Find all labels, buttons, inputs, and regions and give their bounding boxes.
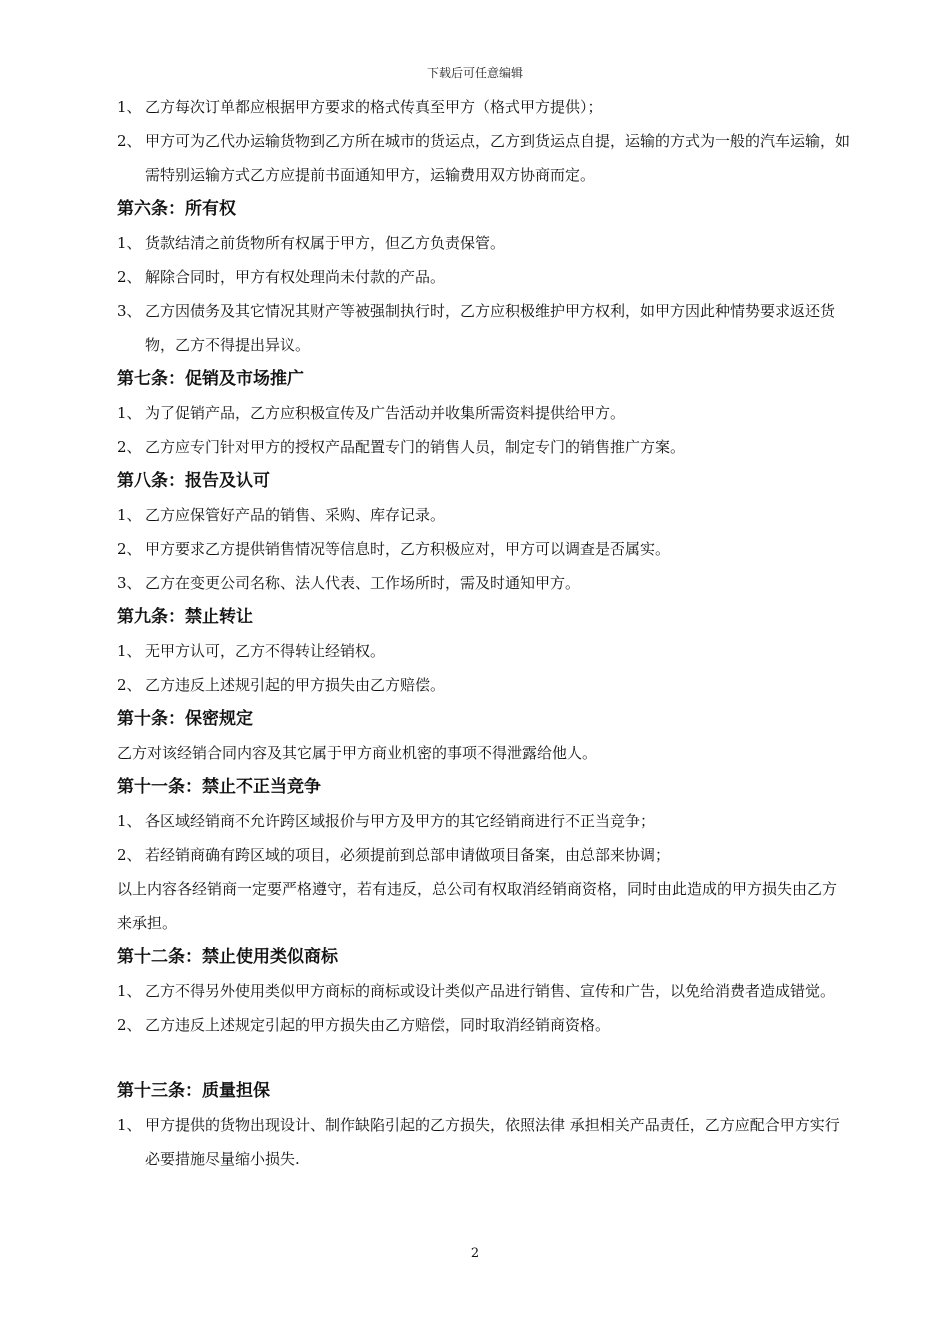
list-item-number: 1、: [117, 642, 142, 660]
list-item-text: 乙方违反上述规引起的甲方损失由乙方赔偿。: [145, 676, 446, 694]
list-item-number: 3、: [117, 574, 142, 592]
list-item-text: 各区域经销商不允许跨区域报价与甲方及甲方的其它经销商进行不正当竞争；: [145, 812, 656, 830]
list-item: [117, 1008, 850, 1042]
list-item: [117, 838, 850, 872]
section-heading: 第十三条：质量担保: [117, 1081, 270, 1101]
list-item-text: 乙方不得另外使用类似甲方商标的商标或设计类似产品进行销售、宣传和广告，以免给消费者造成错觉。: [145, 982, 836, 1000]
list-item-text: 乙方应专门针对甲方的授权产品配置专门的销售人员，制定专门的销售推广方案。: [145, 438, 686, 456]
list-item-text: 乙方违反上述规定引起的甲方损失由乙方赔偿，同时取消经销商资格。: [145, 1016, 611, 1034]
list-item: [117, 226, 850, 260]
list-item-text: 无甲方认可，乙方不得转让经销权。: [145, 642, 386, 660]
list-item-text: 乙方在变更公司名称、法人代表、工作场所时，需及时通知甲方。: [145, 574, 581, 592]
list-item-text: 若经销商确有跨区域的项目，必须提前到总部申请做项目备案，由总部来协调；: [145, 846, 671, 864]
section-heading: 第九条：禁止转让: [117, 607, 253, 627]
list-item-number: 1、: [117, 982, 142, 1000]
list-item-text: 为了促销产品，乙方应积极宣传及广告活动并收集所需资料提供给甲方。: [145, 404, 626, 422]
section-heading: 第八条：报告及认可: [117, 471, 270, 491]
list-item: [117, 668, 850, 702]
list-item: [117, 90, 850, 124]
list-item-number: 3、: [117, 302, 142, 320]
list-item: [117, 974, 850, 1008]
list-item-text: 甲方提供的货物出现设计、制作缺陷引起的乙方损失，依照法律 承担相关产品责任，乙方应配合甲方实行必要措施尽量缩小损失.: [145, 1116, 840, 1168]
list-item-text: 乙方应保管好产品的销售、采购、库存记录。: [145, 506, 446, 524]
list-item: [117, 124, 850, 192]
list-item-text: 甲方可为乙代办运输货物到乙方所在城市的货运点，乙方到货运点自提，运输的方式为一般的汽车运输，如需特别运输方式乙方应提前书面通知甲方，运输费用双方协商而定。: [145, 132, 851, 184]
list-item: [117, 804, 850, 838]
list-item-number: 2、: [117, 1016, 142, 1034]
section-heading: 第七条：促销及市场推广: [117, 369, 304, 389]
document-body: [117, 90, 850, 1176]
list-item-number: 1、: [117, 812, 142, 830]
list-item-number: 2、: [117, 268, 142, 286]
list-item: [117, 634, 850, 668]
list-item-number: 1、: [117, 234, 142, 252]
list-item-text: 乙方每次订单都应根据甲方要求的格式传真至甲方（格式甲方提供）；: [145, 98, 603, 116]
paragraph: 乙方对该经销合同内容及其它属于甲方商业机密的事项不得泄露给他人。: [117, 744, 598, 762]
section-heading: 第十二条：禁止使用类似商标: [117, 947, 338, 967]
section-heading: 第六条：所有权: [117, 199, 236, 219]
list-item: [117, 396, 850, 430]
list-item: [117, 566, 850, 600]
list-item-number: 2、: [117, 846, 142, 864]
list-item-number: 2、: [117, 540, 142, 558]
section-heading: 第十一条：禁止不正当竞争: [117, 777, 321, 797]
section-heading: 第十条：保密规定: [117, 709, 253, 729]
list-item-number: 1、: [117, 1116, 142, 1134]
list-item-number: 2、: [117, 132, 142, 150]
list-item-number: 1、: [117, 98, 142, 116]
list-item-text: 乙方因债务及其它情况其财产等被强制执行时，乙方应积极维护甲方权利，如甲方因此种情势要求返还货物，乙方不得提出异议。: [145, 302, 836, 354]
list-item: [117, 498, 850, 532]
list-item: [117, 294, 850, 362]
list-item: [117, 532, 850, 566]
list-item-text: 甲方要求乙方提供销售情况等信息时，乙方积极应对，甲方可以调查是否属实。: [145, 540, 671, 558]
page-header: 下载后可任意编辑: [426, 66, 523, 80]
list-item-text: 货款结清之前货物所有权属于甲方，但乙方负责保管。: [145, 234, 506, 252]
page-number: 2: [470, 1246, 480, 1261]
list-item-number: 2、: [117, 676, 142, 694]
list-item: [117, 260, 850, 294]
list-item-number: 1、: [117, 404, 142, 422]
list-item: [117, 430, 850, 464]
list-item: [117, 1108, 850, 1176]
list-item-text: 解除合同时，甲方有权处理尚未付款的产品。: [145, 268, 446, 286]
list-item-number: 2、: [117, 438, 142, 456]
paragraph: 以上内容各经销商一定要严格遵守，若有违反，总公司有权取消经销商资格，同时由此造成的甲方损失由乙方来承担。: [117, 880, 838, 932]
list-item-number: 1、: [117, 506, 142, 524]
